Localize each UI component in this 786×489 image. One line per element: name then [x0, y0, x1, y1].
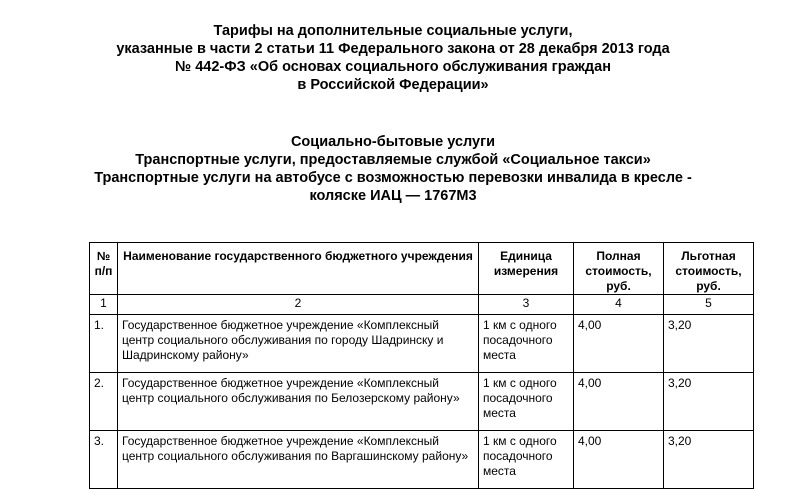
row-number: 1.	[90, 315, 118, 373]
table-row	[90, 315, 754, 373]
header-full-cost: Полная стоимость, руб.	[574, 243, 664, 295]
full-cost: 4,00	[574, 431, 664, 489]
column-number: 4	[574, 295, 664, 315]
unit-of-measure: 1 км с одного посадочного места	[479, 431, 574, 489]
title-line-4: в Российской Федерации»	[297, 77, 489, 93]
title-line-2: указанные в части 2 статьи 11 Федерального закона от 28 декабря 2013 года	[116, 41, 670, 57]
subtitle-line-4: коляске ИАЦ — 1767М3	[309, 188, 477, 204]
unit-of-measure: 1 км с одного посадочного места	[479, 373, 574, 431]
discount-cost: 3,20	[664, 373, 754, 431]
row-number: 2.	[90, 373, 118, 431]
section-subtitle	[0, 133, 786, 205]
table-header-row	[90, 243, 754, 295]
full-cost: 4,00	[574, 315, 664, 373]
column-number-row	[90, 295, 754, 315]
column-number: 5	[664, 295, 754, 315]
document-title	[0, 22, 786, 94]
header-discount-cost: Льготная стоимость, руб.	[664, 243, 754, 295]
institution-name: Государственное бюджетное учреждение «Комплексный центр социального обслуживания по Белозерскому району»	[118, 373, 479, 431]
column-number: 3	[479, 295, 574, 315]
header-unit: Единица измерения	[479, 243, 574, 295]
subtitle-line-1: Социально-бытовые услуги	[290, 134, 496, 150]
full-cost: 4,00	[574, 373, 664, 431]
table-row	[90, 373, 754, 431]
column-number: 1	[90, 295, 118, 315]
discount-cost: 3,20	[664, 431, 754, 489]
title-line-1: Тарифы на дополнительные социальные услуги,	[213, 23, 573, 39]
institution-name: Государственное бюджетное учреждение «Комплексный центр социального обслуживания по городу Шадринску и Шадринскому району»	[118, 315, 479, 373]
subtitle-line-2: Транспортные услуги, предоставляемые службой «Социальное такси»	[135, 152, 651, 168]
title-line-3: № 442-ФЗ «Об основах социального обслуживания граждан	[175, 59, 611, 75]
subtitle-line-3: Транспортные услуги на автобусе с возможностью перевозки инвалида в кресле -	[94, 170, 692, 186]
tariffs-table	[89, 242, 754, 489]
header-institution: Наименование государственного бюджетного учреждения	[118, 243, 479, 295]
discount-cost: 3,20	[664, 315, 754, 373]
column-number: 2	[118, 295, 479, 315]
row-number: 3.	[90, 431, 118, 489]
unit-of-measure: 1 км с одного посадочного места	[479, 315, 574, 373]
table-row	[90, 431, 754, 489]
header-number: № п/п	[90, 243, 118, 295]
institution-name: Государственное бюджетное учреждение «Комплексный центр социального обслуживания по Варгашинскому району»	[118, 431, 479, 489]
